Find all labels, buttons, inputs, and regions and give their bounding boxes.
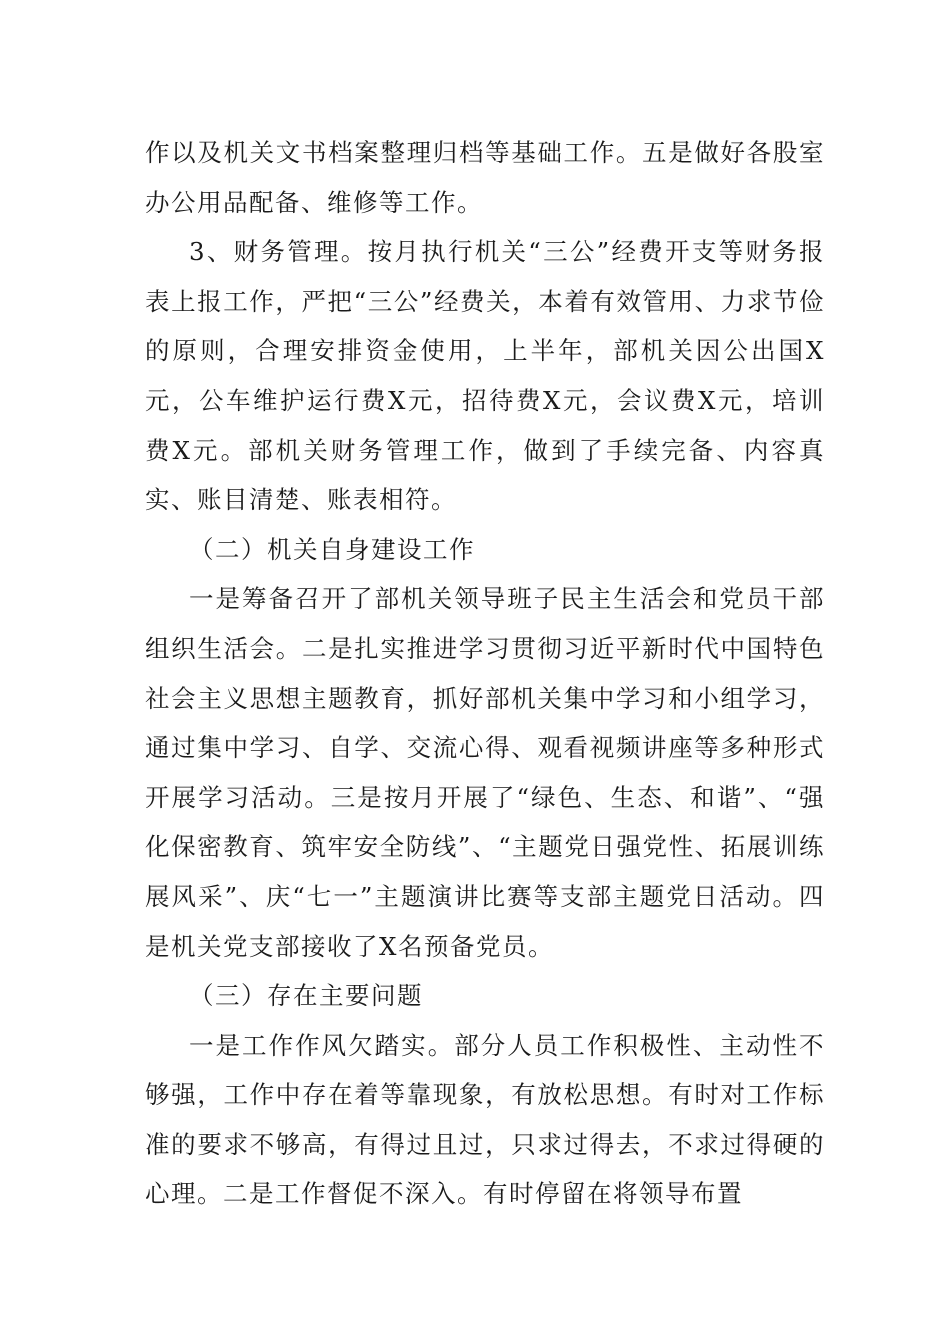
paragraph-self-construction: 一是筹备召开了部机关领导班子民主生活会和党员干部组织生活会。二是扎实推进学习贯彻习近平新时代中国特色社会主义思想主题教育，抓好部机关集中学习和小组学习，通过集中学习、自学、交流心得、观看视频讲座等多种形式开展学习活动。三是按月开展了“绿色、生态、和谐”、“强化保密教育、筑牢安全防线”、“主题党日强党性、拓展训练展风采”、庆“七一”主题演讲比赛等支部主题党日活动。四是机关党支部接收了X名预备党员。: [145, 584, 825, 961]
paragraph-continuation: 作以及机关文书档案整理归档等基础工作。五是做好各股室办公用品配备、维修等工作。: [145, 138, 825, 217]
section-heading-main-problems: （三）存在主要问题: [189, 981, 423, 1011]
paragraph-financial-management: 3、财务管理。按月执行机关“三公”经费开支等财务报表上报工作，严把“三公”经费关，本着有效管用、力求节俭的原则，合理安排资金使用，上半年，部机关因公出国X元，公车维护运行费X元，招待费X元，会议费X元，培训费X元。部机关财务管理工作，做到了手续完备、内容真实、账目清楚、账表相符。: [145, 237, 825, 515]
document-body: [145, 128, 825, 1219]
section-heading-self-construction: （二）机关自身建设工作: [189, 534, 475, 564]
paragraph-main-problems: 一是工作作风欠踏实。部分人员工作积极性、主动性不够强，工作中存在着等靠现象，有放松思想。有时对工作标准的要求不够高，有得过且过，只求过得去，不求过得硬的心理。二是工作督促不深入。有时停留在将领导布置: [145, 1030, 825, 1209]
